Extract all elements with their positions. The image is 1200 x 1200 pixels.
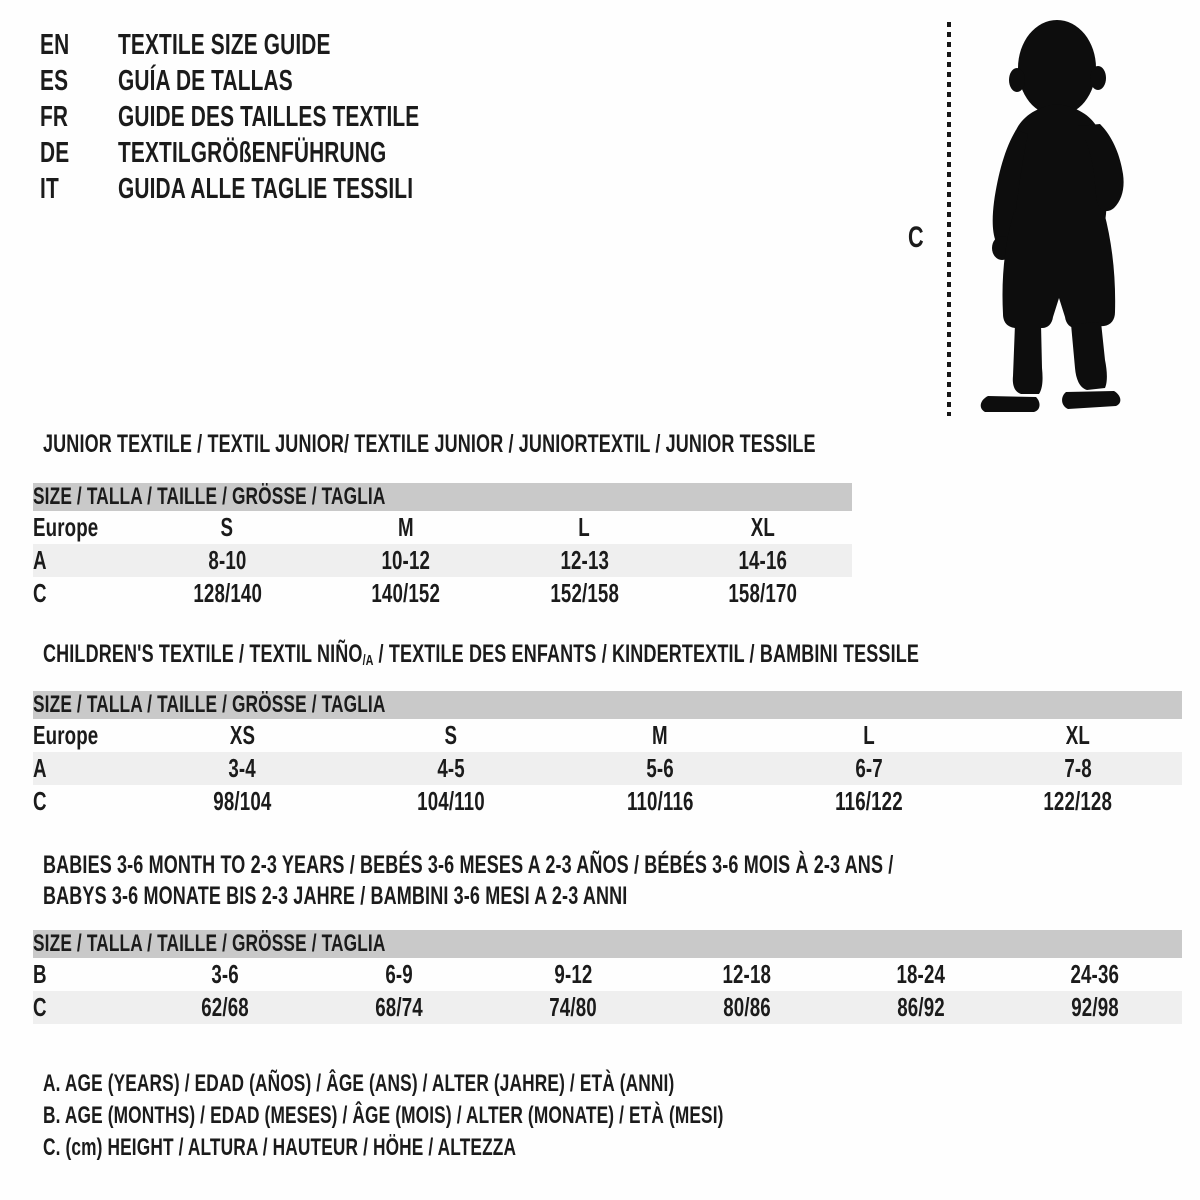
table-cell: 122/128 [1043, 786, 1112, 816]
table-cell: L [862, 720, 875, 750]
table-cell: 68/74 [312, 991, 486, 1024]
height-measure-letter: C [908, 221, 924, 254]
table-cell: L [578, 512, 591, 542]
row-label-cell: C [33, 786, 47, 816]
table-cell: XL [1065, 720, 1090, 750]
table-cell: 3-6 [211, 959, 239, 989]
row-label-cell: Europe [33, 720, 99, 750]
legend-line-b: B. AGE (MONTHS) / EDAD (MESES) / ÂGE (MOIS) / ALTER (MONATE) / ETÀ (MESI) [43, 1102, 724, 1129]
language-title-fr: GUIDE DES TAILLES TEXTILE [118, 101, 420, 133]
section-title-babies-line2: BABYS 3-6 MONATE BIS 2-3 JAHRE / BAMBINI 3-6 MESI A 2-3 ANNI [43, 882, 628, 910]
language-title-it: GUIDA ALLE TAGLIE TESSILI [118, 173, 414, 205]
table-row [33, 544, 852, 577]
row-label-cell: Europe [33, 512, 99, 542]
row-label-cell: A [33, 752, 138, 785]
table-cell: 18-24 [896, 959, 946, 989]
table-cell: S [444, 720, 458, 750]
table-cell: 24-36 [1070, 959, 1120, 989]
table-cell: 8-10 [138, 544, 317, 577]
table-cell: 14-16 [674, 544, 853, 577]
table-cell: 10-12 [317, 544, 496, 577]
table-cell: 12-18 [722, 959, 772, 989]
table-cell: 80/86 [660, 991, 834, 1024]
section-title-children-text: CHILDREN'S TEXTILE / TEXTIL NIÑO/A / TEXTILE DES ENFANTS / KINDERTEXTIL / BAMBINI TESSILE [43, 640, 920, 669]
language-title-en: TEXTILE SIZE GUIDE [118, 29, 331, 61]
table-cell: M [652, 720, 668, 750]
nino-a-subscript: /A [362, 652, 374, 669]
measurement-legend [43, 1068, 988, 1164]
section-title-junior-text: JUNIOR TEXTILE / TEXTIL JUNIOR/ TEXTILE JUNIOR / JUNIORTEXTIL / JUNIOR TESSILE [43, 430, 816, 458]
table-row [33, 958, 1182, 991]
table-row [33, 991, 1182, 1024]
toddler-silhouette-icon [960, 16, 1136, 416]
size-header-cell [33, 691, 1182, 719]
table-cell: 110/116 [626, 786, 694, 816]
table-row [33, 785, 1182, 818]
table-cell: 62/68 [138, 991, 312, 1024]
table-row [33, 752, 1182, 785]
table-cell: 158/170 [728, 578, 798, 608]
section-title-babies-line1: BABIES 3-6 MONTH TO 2-3 YEARS / BEBÉS 3-6 MESES A 2-3 AÑOS / BÉBÉS 3-6 MOIS À 2-3 ANS / [43, 851, 894, 879]
table-cell: 5-6 [556, 752, 765, 785]
language-title-es: GUÍA DE TALLAS [118, 65, 293, 97]
table-header-row [33, 483, 852, 511]
row-label-cell: B [33, 959, 47, 989]
table-cell: 9-12 [553, 959, 593, 989]
table-cell: 92/98 [1008, 991, 1182, 1024]
row-label-cell: A [33, 544, 138, 577]
table-cell: XS [229, 720, 256, 750]
section-title-junior [43, 430, 1116, 458]
babies-size-table [33, 930, 1182, 1024]
table-cell: 12-13 [495, 544, 674, 577]
table-cell: 104/110 [417, 786, 486, 816]
size-header-cell [33, 930, 1182, 958]
language-code-en: EN [40, 29, 70, 61]
junior-size-table [33, 483, 852, 610]
table-header-row [33, 930, 1182, 958]
table-cell: 7-8 [973, 752, 1182, 785]
height-measure-line [947, 22, 951, 416]
table-cell: 152/158 [549, 578, 619, 608]
size-header-cell [33, 483, 852, 511]
table-cell: 128/140 [192, 578, 262, 608]
size-header-text: SIZE / TALLA / TAILLE / GRÖSSE / TAGLIA [33, 691, 386, 718]
table-cell: 116/122 [834, 786, 903, 816]
table-cell: 74/80 [486, 991, 660, 1024]
table-cell: 140/152 [371, 578, 441, 608]
table-row [33, 511, 852, 544]
row-label-cell: C [33, 991, 138, 1024]
table-row [33, 719, 1182, 752]
table-cell: 3-4 [138, 752, 347, 785]
language-code-es: ES [40, 65, 69, 97]
table-cell: 98/104 [213, 786, 272, 816]
language-code-it: IT [40, 173, 59, 205]
size-header-text: SIZE / TALLA / TAILLE / GRÖSSE / TAGLIA [33, 483, 386, 510]
children-size-table [33, 691, 1182, 818]
language-title-de: TEXTILGRÖßENFÜHRUNG [118, 137, 387, 169]
height-measure-label [908, 220, 930, 256]
table-cell: S [220, 512, 234, 542]
legend-line-a: A. AGE (YEARS) / EDAD (AÑOS) / ÂGE (ANS) / ALTER (JAHRE) / ETÀ (ANNI) [43, 1070, 675, 1097]
section-title-babies [43, 850, 1200, 912]
table-cell: M [397, 512, 414, 542]
table-cell: XL [750, 512, 775, 542]
table-cell: 6-9 [385, 959, 413, 989]
table-header-row [33, 691, 1182, 719]
legend-line-c: C. (cm) HEIGHT / ALTURA / HAUTEUR / HÖHE / ALTEZZA [43, 1134, 517, 1161]
row-label-cell: C [33, 578, 47, 608]
table-row [33, 577, 852, 610]
section-title-children [43, 640, 1200, 675]
table-cell: 4-5 [347, 752, 556, 785]
table-cell: 86/92 [834, 991, 1008, 1024]
language-code-de: DE [40, 137, 70, 169]
table-cell: 6-7 [764, 752, 973, 785]
size-header-text: SIZE / TALLA / TAILLE / GRÖSSE / TAGLIA [33, 930, 386, 957]
language-code-fr: FR [40, 101, 69, 133]
